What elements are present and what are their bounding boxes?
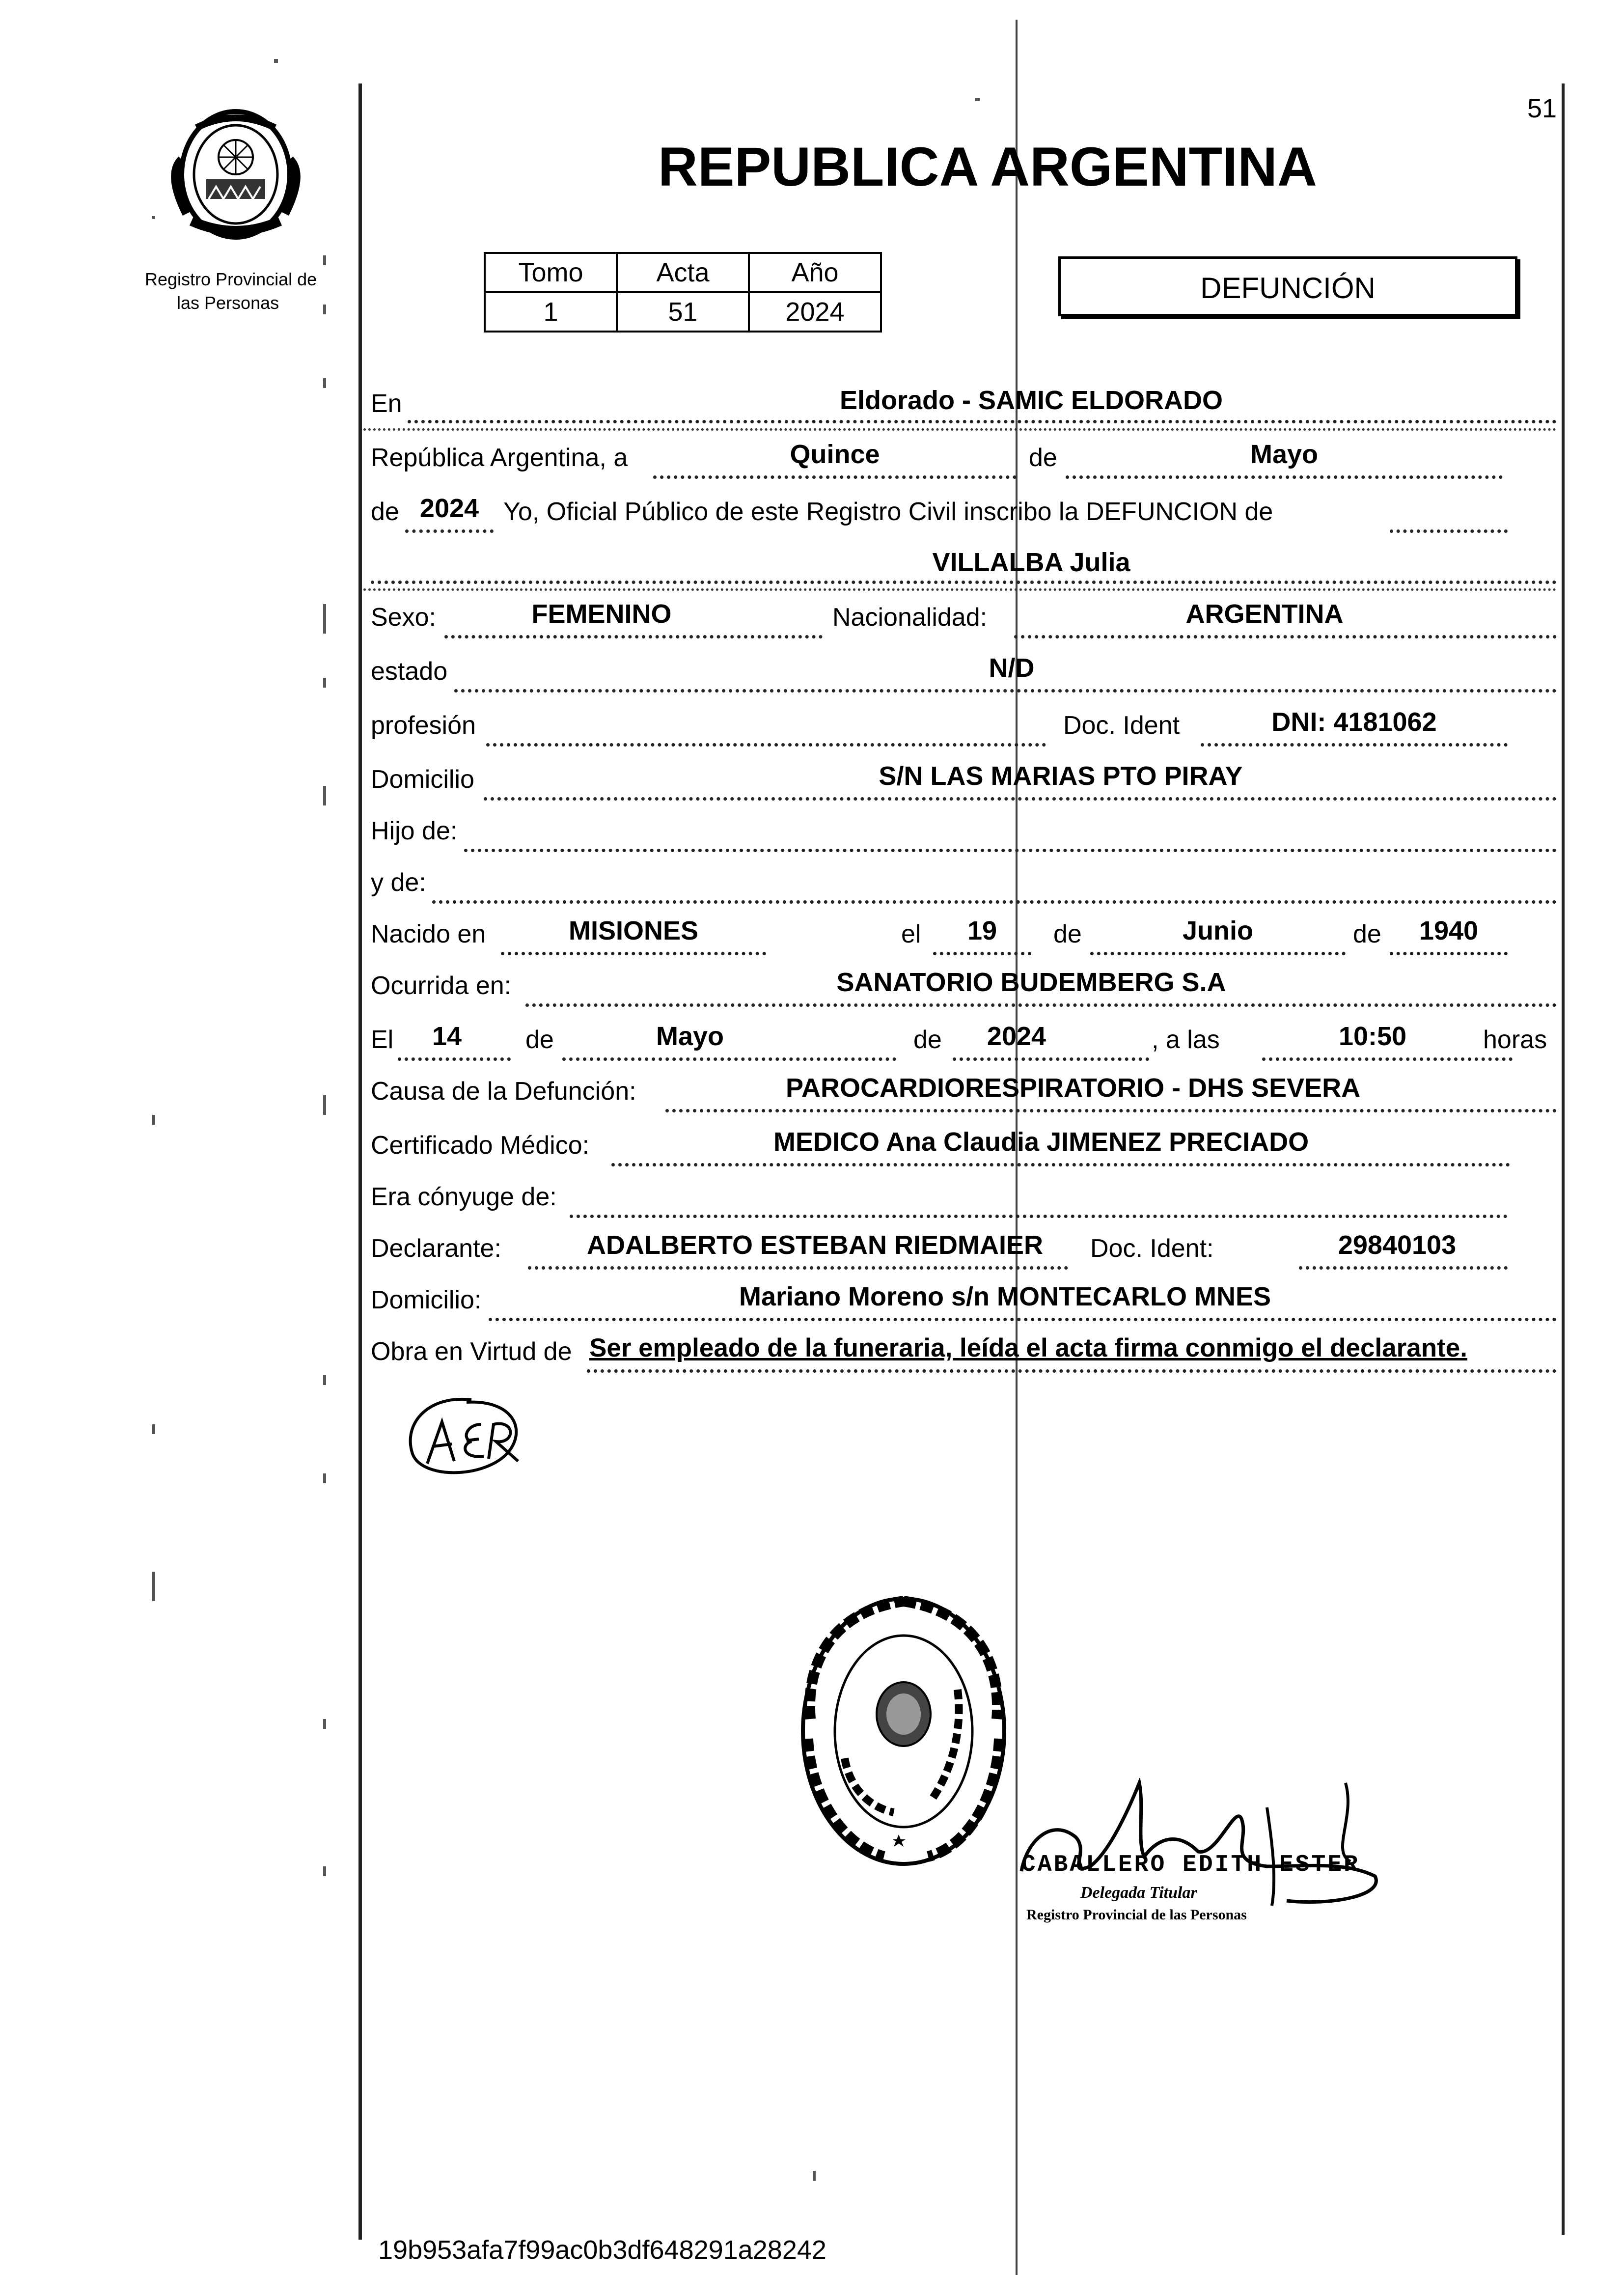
scan-speck [813, 2171, 816, 2181]
record-type-box [1058, 256, 1517, 316]
registry-seal-icon [796, 1591, 1012, 1871]
right-edge-line [1562, 83, 1565, 2235]
table-value-ano: 2024 [749, 292, 881, 332]
registry-line-2: las Personas [177, 293, 279, 313]
official-seal [796, 1591, 1012, 1871]
row-causa [363, 1066, 1557, 1115]
row-ocurrida [363, 960, 1557, 1009]
death-month: Mayo [656, 1022, 724, 1051]
causa-value: PAROCARDIORESPIRATORIO - DHS SEVERA [786, 1073, 1361, 1103]
yde-label: y de: [371, 868, 426, 897]
record-type: DEFUNCIÓN [1200, 272, 1376, 305]
scan-speck [323, 305, 326, 314]
doc-ident-label: Doc. Ident [1063, 711, 1180, 740]
row-domicilio2 [363, 1275, 1557, 1324]
el-label: el [901, 920, 921, 948]
row-obra [363, 1326, 1557, 1375]
ocurrida-label: Ocurrida en: [371, 971, 512, 1000]
conyuge-label: Era cónyuge de: [371, 1183, 557, 1211]
sexo-label: Sexo: [371, 603, 436, 632]
domicilio2-label: Domicilio: [371, 1286, 482, 1314]
country-title: REPUBLICA ARGENTINA [658, 136, 1317, 197]
doc-ident2-label: Doc. Ident: [1090, 1234, 1214, 1263]
sexo-value: FEMENINO [531, 599, 672, 629]
de-label-6: de [913, 1026, 942, 1054]
scan-speck [152, 1572, 155, 1601]
row-en [363, 378, 1557, 427]
nacionalidad-value: ARGENTINA [1185, 599, 1344, 629]
initials-signature-icon [398, 1390, 530, 1483]
row-nacido [363, 909, 1557, 958]
row-death-date [363, 1014, 1557, 1063]
deceased-name: VILLALBA Julia [932, 548, 1130, 577]
table-header-tomo: Tomo [485, 253, 617, 292]
scan-speck [152, 216, 155, 219]
declarante-value: ADALBERTO ESTEBAN RIEDMAIER [587, 1230, 1044, 1260]
death-year: 2024 [987, 1022, 1046, 1051]
row-republica [363, 432, 1557, 481]
row-year [363, 486, 1557, 535]
scan-speck [323, 1095, 326, 1115]
birth-month: Junio [1183, 916, 1253, 945]
scan-speck [975, 98, 980, 101]
table-value-acta: 51 [617, 292, 749, 332]
scan-speck [323, 604, 326, 634]
row-hijo [363, 805, 1557, 855]
registry-line-1: Registro Provincial de [145, 269, 317, 289]
death-time: 10:50 [1338, 1022, 1407, 1051]
scan-speck [323, 378, 326, 388]
stamp-name: CABALLERO EDITH ESTER [1021, 1852, 1360, 1878]
alas-label: , a las [1152, 1026, 1220, 1054]
stamp-org: Registro Provincial de las Personas [1026, 1907, 1247, 1923]
scan-speck [323, 1719, 326, 1729]
causa-label: Causa de la Defunción: [371, 1077, 636, 1106]
nacido-label: Nacido en [371, 920, 486, 948]
horas-label: horas [1483, 1026, 1547, 1054]
row-profesion [363, 700, 1557, 749]
scan-speck [323, 255, 326, 265]
de-label-4: de [1353, 920, 1381, 948]
year-value: 2024 [419, 494, 479, 523]
document-hash: 19b953afa7f99ac0b3df648291a28242 [378, 2235, 826, 2265]
scan-speck [274, 59, 278, 63]
birth-year: 1940 [1419, 916, 1479, 945]
death-day: 14 [432, 1022, 462, 1051]
obra-value: Ser empleado de la funeraria, leída el acta firma conmigo el declarante. [589, 1333, 1467, 1362]
table-header-acta: Acta [617, 253, 749, 292]
table-header-ano: Año [749, 253, 881, 292]
nacionalidad-label: Nacionalidad: [832, 603, 988, 632]
declarant-initials [398, 1390, 530, 1483]
obra-label: Obra en Virtud de [371, 1337, 572, 1366]
doc-ident2-value: 29840103 [1338, 1230, 1457, 1260]
table-value-tomo: 1 [485, 292, 617, 332]
estado-value: N/D [989, 653, 1035, 683]
scan-speck [323, 1866, 326, 1876]
page-number: 51 [1527, 94, 1557, 123]
scan-speck [323, 786, 326, 805]
day-value: Quince [790, 440, 880, 469]
birth-day: 19 [967, 916, 997, 945]
row-yde [363, 857, 1557, 906]
scan-speck [323, 1375, 326, 1385]
domicilio2-value: Mariano Moreno s/n MONTECARLO MNES [739, 1282, 1271, 1311]
row-estado [363, 646, 1557, 695]
yo-text: Yo, Oficial Público de este Registro Civil inscribo la DEFUNCION de [503, 498, 1273, 526]
ocurrida-value: SANATORIO BUDEMBERG S.A [836, 968, 1226, 997]
en-value: Eldorado - SAMIC ELDORADO [840, 386, 1223, 415]
domicilio-label: Domicilio [371, 765, 474, 794]
de-label-2: de [371, 498, 399, 526]
nacido-value: MISIONES [568, 916, 699, 945]
official-signature [1012, 1778, 1385, 1945]
scan-speck [323, 1473, 326, 1483]
stamp-role: Delegada Titular [1080, 1884, 1197, 1902]
month-value: Mayo [1250, 440, 1319, 469]
en-label: En [371, 389, 402, 418]
de-label-3: de [1053, 920, 1082, 948]
row-name [363, 540, 1557, 589]
de-label: de [1029, 444, 1057, 472]
row-conyuge [363, 1171, 1557, 1221]
declarante-label: Declarante: [371, 1234, 501, 1263]
row-certificado [363, 1120, 1557, 1169]
scan-speck [323, 678, 326, 688]
margin-line [358, 83, 362, 2240]
domicilio-value: S/N LAS MARIAS PTO PIRAY [879, 761, 1243, 791]
province-emblem-icon [157, 101, 314, 248]
El-label: El [371, 1026, 394, 1054]
row-declarante [363, 1223, 1557, 1272]
scan-speck [152, 1115, 155, 1125]
estado-label: estado [371, 657, 448, 686]
certificado-label: Certificado Médico: [371, 1131, 590, 1160]
registry-logo [157, 101, 314, 248]
hijo-label: Hijo de: [371, 817, 458, 845]
record-table [484, 252, 882, 333]
scan-speck [152, 1424, 155, 1434]
republica-label: República Argentina, a [371, 444, 628, 472]
profesion-label: profesión [371, 711, 476, 740]
doc-ident-value: DNI: 4181062 [1271, 707, 1437, 737]
de-label-5: de [525, 1026, 554, 1054]
certificado-value: MEDICO Ana Claudia JIMENEZ PRECIADO [773, 1127, 1309, 1157]
row-sexo [363, 592, 1557, 641]
row-domicilio [363, 754, 1557, 803]
